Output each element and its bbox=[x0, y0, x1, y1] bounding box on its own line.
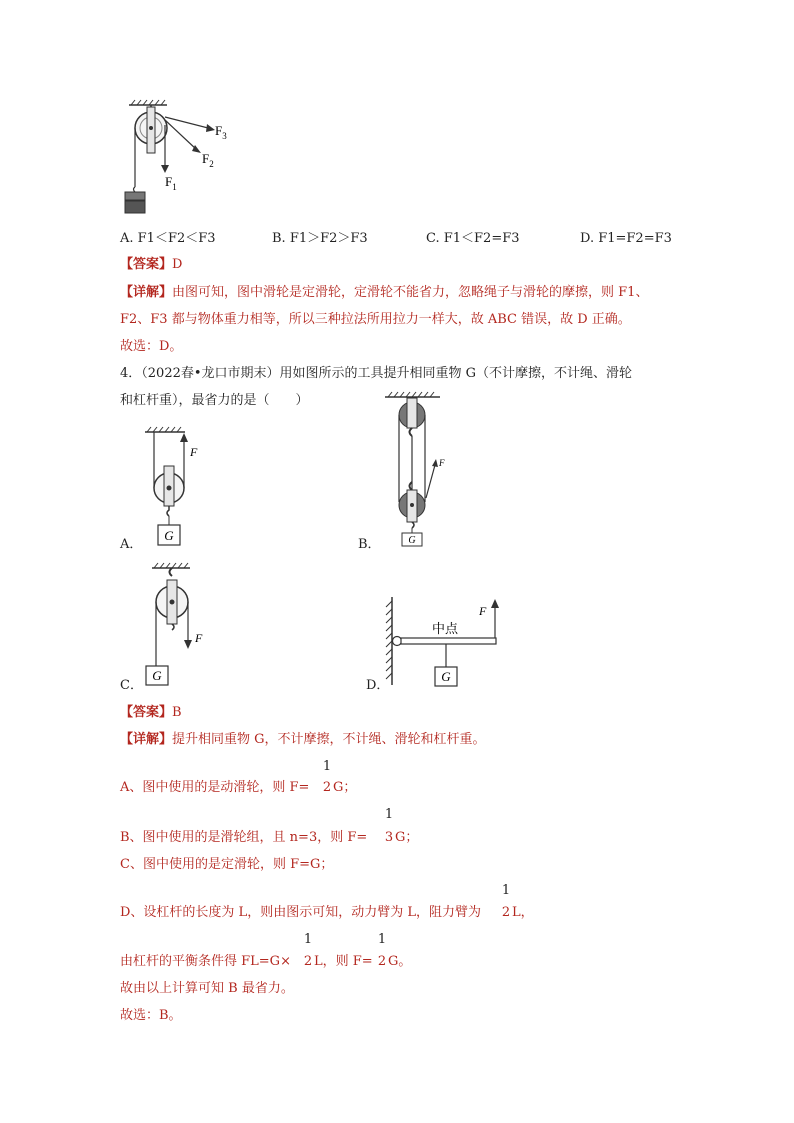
q4-line-b: B、图中使用的是滑轮组，且 n=3，则 F= bbox=[120, 830, 368, 845]
q3-option-a: A. F1＜F2＜F3 bbox=[120, 231, 216, 246]
q4-figure-a-force: F bbox=[190, 445, 198, 459]
q4-figure-d-label: D． bbox=[366, 678, 390, 693]
q3-answer: 【答案】D bbox=[120, 257, 183, 272]
q4-answer: 【答案】B bbox=[120, 705, 182, 720]
q4-line-e-den: 2 bbox=[303, 954, 313, 969]
q4-detail-intro: 【详解】提升相同重物 G，不计摩擦，不计绳、滑轮和杠杆重。 bbox=[120, 732, 486, 747]
q4-line-b-tail: G； bbox=[395, 830, 419, 845]
q4-line-e-tail: G。 bbox=[388, 954, 412, 969]
q4-figure-c-force: F bbox=[195, 631, 203, 645]
q3-detail-line-1: 【详解】由图可知，图中滑轮是定滑轮，定滑轮不能省力，忽略绳子与滑轮的摩擦，则 F1、 bbox=[120, 285, 649, 300]
q4-line-a-den: 2 bbox=[322, 780, 332, 795]
q4-figure-b bbox=[380, 390, 460, 550]
q4-line-a-tail: G； bbox=[333, 780, 357, 795]
q4-line-d-den: 2 bbox=[501, 905, 511, 920]
q4-figure-c-label: C． bbox=[120, 678, 143, 693]
q4-line-e-num: 1 bbox=[303, 932, 313, 947]
q4-line-e: 由杠杆的平衡条件得 FL=G× bbox=[120, 954, 291, 969]
q4-figure-d bbox=[380, 595, 510, 690]
q4-figure-a-label: A． bbox=[120, 537, 143, 552]
q4-line-e-num2: 1 bbox=[377, 932, 387, 947]
q4-line-d: D、设杠杆的长度为 L，则由图示可知，动力臂为 L，阻力臂为 bbox=[120, 905, 481, 920]
q4-figure-a bbox=[140, 420, 230, 550]
q4-summary: 故由以上计算可知 B 最省力。 bbox=[120, 981, 294, 996]
q3-pulley-figure bbox=[115, 95, 245, 220]
q4-figure-d-force: F bbox=[479, 604, 487, 618]
q4-figure-b-force: F bbox=[439, 458, 445, 468]
q3-option-c: C. F1＜F2=F3 bbox=[426, 231, 520, 246]
q4-figure-d-weight: G bbox=[441, 669, 451, 684]
q4-stem-line-2: 和杠杆重），最省力的是（ ） bbox=[120, 393, 309, 408]
q3-conclusion: 故选：D。 bbox=[120, 339, 183, 354]
q4-line-b-den: 3 bbox=[384, 830, 394, 845]
q4-line-e-mid: L，则 F= bbox=[314, 954, 373, 969]
q3-f1-label: $F_1$ bbox=[165, 174, 177, 192]
q4-line-b-num: 1 bbox=[384, 807, 394, 822]
q3-option-b: B. F1＞F2＞F3 bbox=[272, 231, 368, 246]
q4-line-c: C、图中使用的是定滑轮，则 F=G； bbox=[120, 857, 334, 872]
q4-line-d-tail: L， bbox=[512, 905, 534, 920]
q4-line-a-num: 1 bbox=[322, 759, 332, 774]
q4-line-d-num: 1 bbox=[501, 883, 511, 898]
q3-detail-line-2: F2、F3 都与物体重力相等，所以三种拉法所用拉力一样大，故 ABC 错误，故 D 正确。 bbox=[120, 312, 631, 327]
q4-figure-b-weight: G bbox=[408, 535, 416, 546]
q3-f3-label: $F_3$ bbox=[215, 123, 227, 141]
q4-figure-b-label: B． bbox=[358, 537, 381, 552]
q3-option-d: D. F1=F2=F3 bbox=[580, 231, 672, 246]
q4-line-e-den2: 2 bbox=[377, 954, 387, 969]
q3-f2-label: $F_2$ bbox=[202, 151, 214, 169]
q4-figure-d-midpoint: 中点 bbox=[432, 622, 459, 637]
q4-figure-a-weight: G bbox=[164, 528, 174, 543]
q4-line-a: A、图中使用的是动滑轮，则 F= bbox=[120, 780, 310, 795]
q4-figure-c-weight: G bbox=[152, 668, 162, 683]
q4-stem-line-1: 4．（2022春•龙口市期末）用如图所示的工具提升相同重物 G（不计摩擦，不计绳、滑轮 bbox=[120, 366, 633, 381]
q4-figure-c bbox=[140, 560, 230, 690]
q4-conclusion: 故选：B。 bbox=[120, 1008, 182, 1023]
